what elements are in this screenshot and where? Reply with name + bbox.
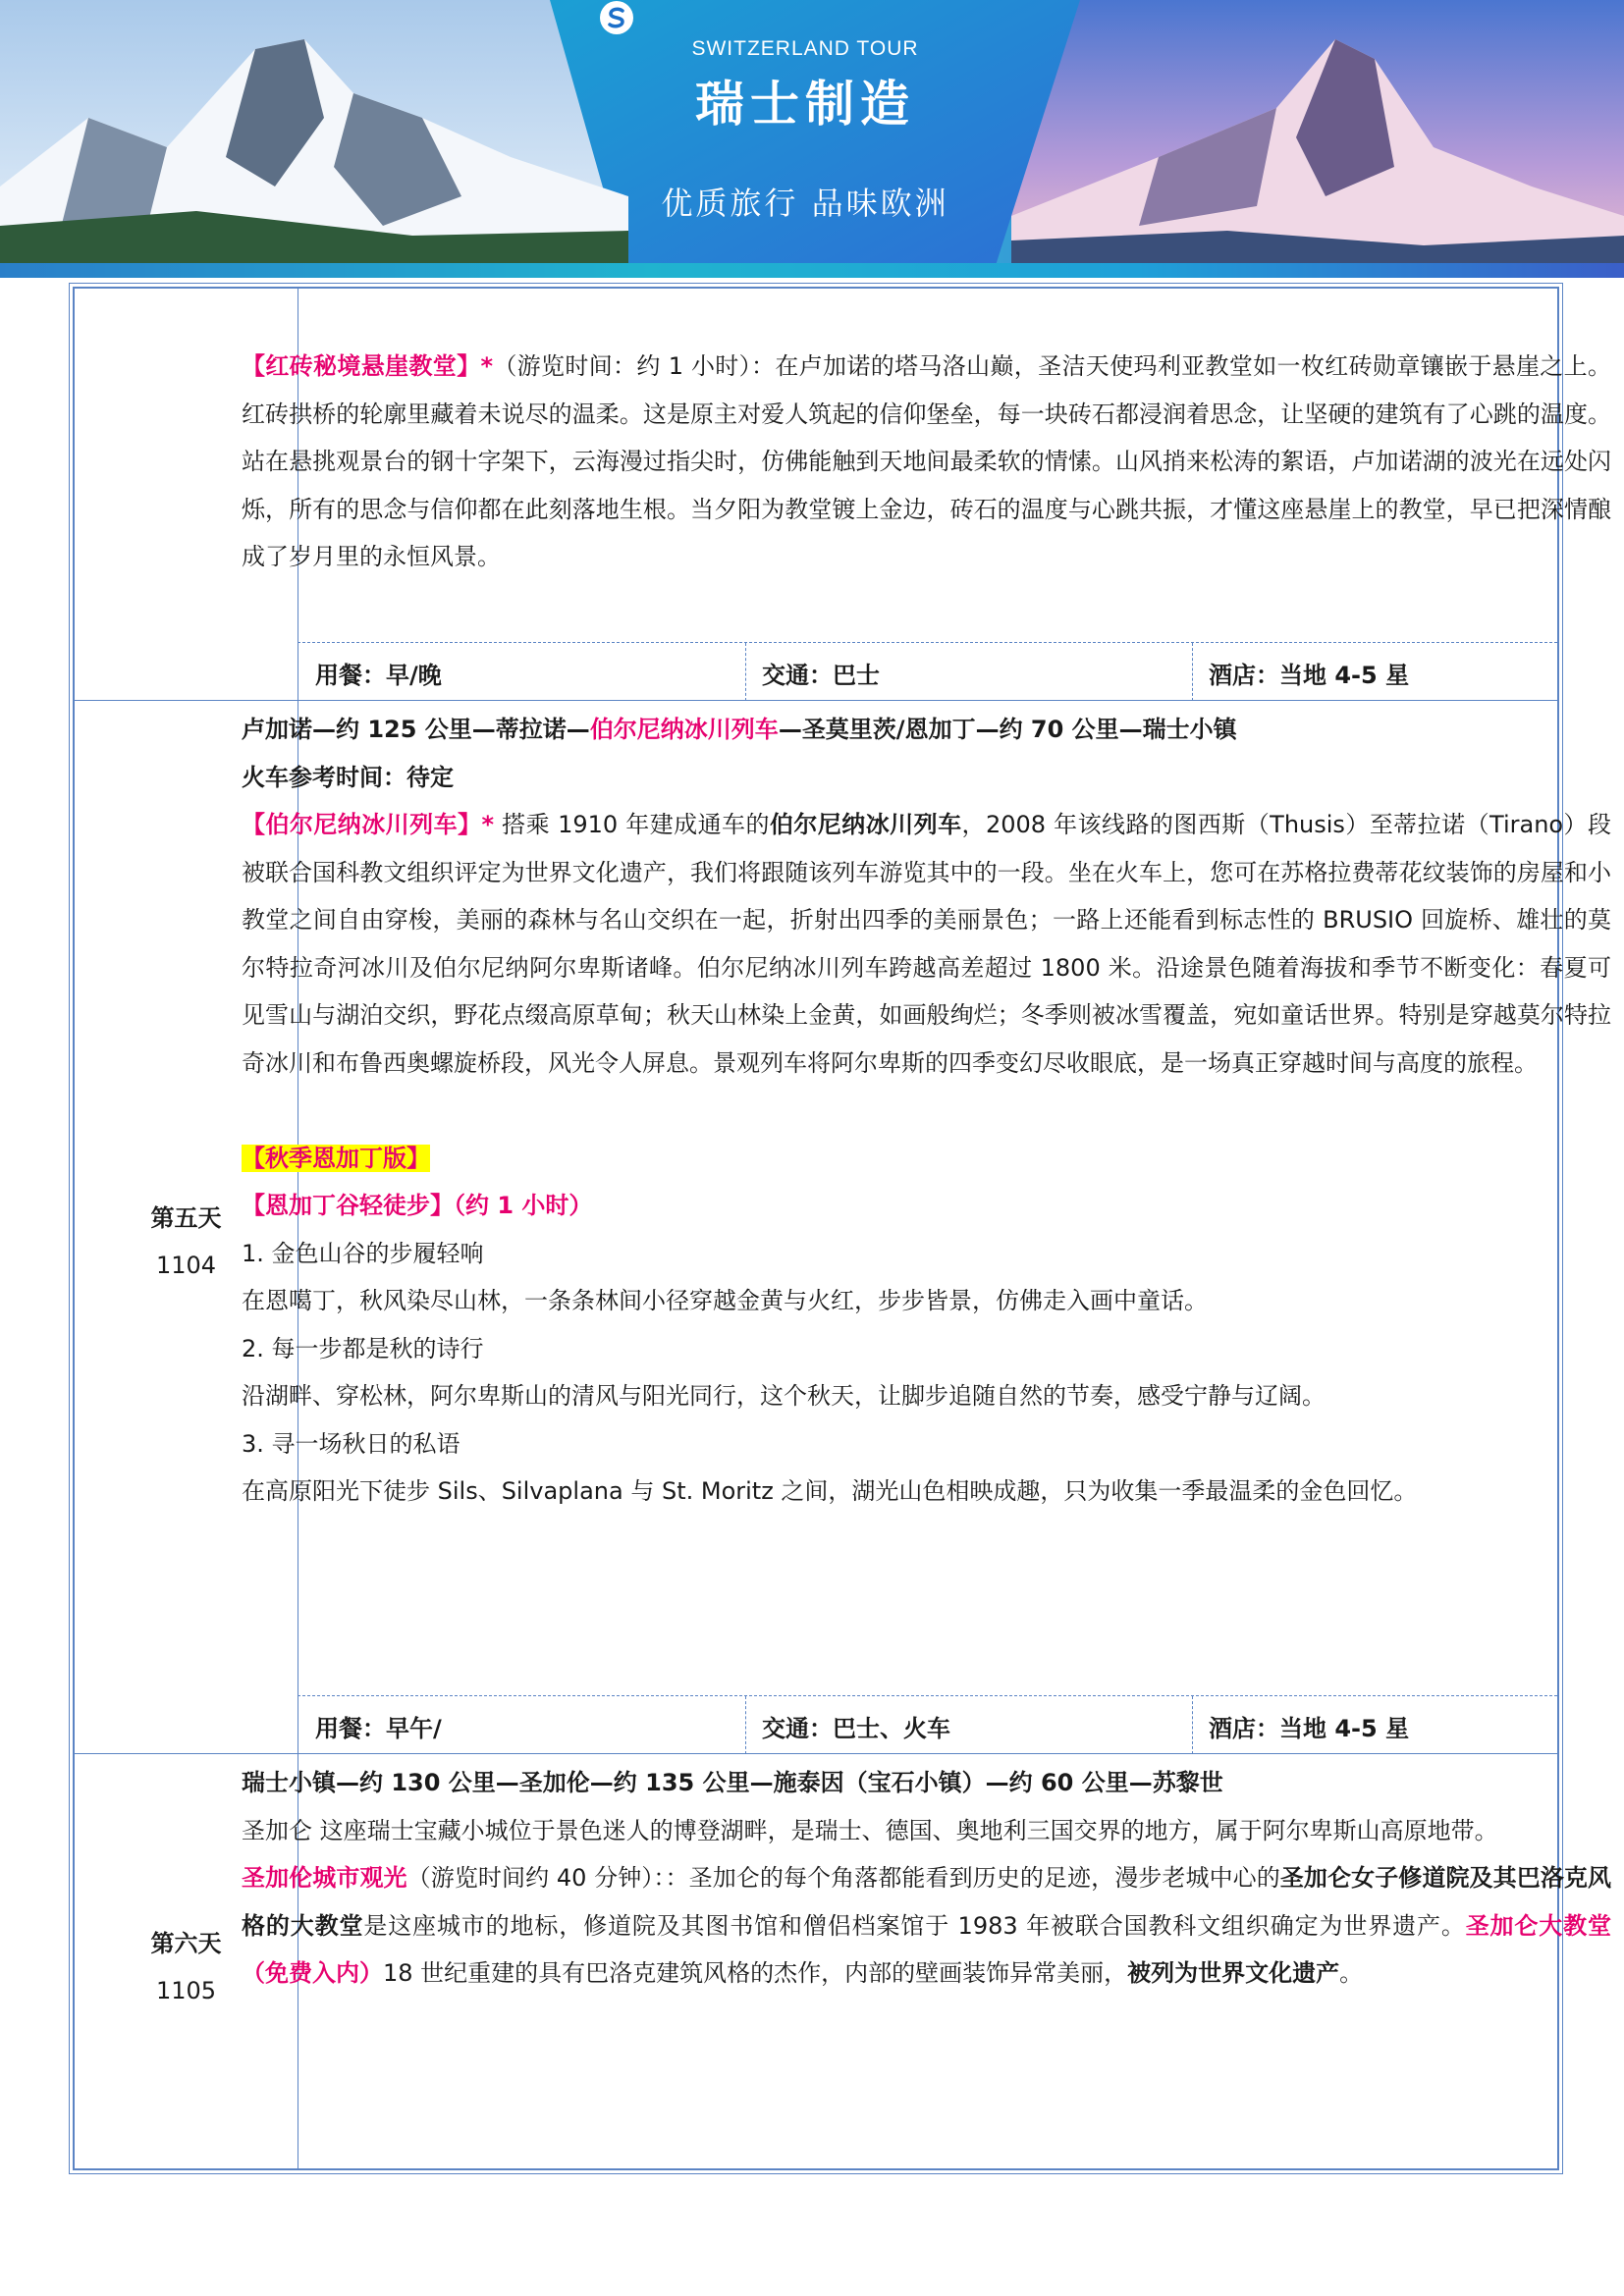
cell-divider [745, 643, 746, 701]
cell-divider [745, 1696, 746, 1754]
banner-text-group [599, 0, 1011, 278]
season-badge: 【秋季恩加丁版】 [242, 1144, 430, 1172]
day-code: 1105 [155, 1977, 217, 2004]
itinerary-table [73, 287, 1612, 2170]
banner-title: 瑞士制造 [695, 76, 915, 133]
recommend-star: * [480, 352, 493, 380]
hotel-info: 酒店：当地 4-5 星 [1209, 1715, 1410, 1742]
route-line: 卢加诺—约 125 公里—蒂拉诺—伯尔尼纳冰川列车—圣莫里茨/恩加丁—约 70 公里—瑞士小镇 [242, 716, 1237, 743]
attraction-description [242, 343, 1611, 581]
hike-item-text: 沿湖畔、穿松林，阿尔卑斯山的清风与阳光同行，这个秋天，让脚步追随自然的节奏，感受宁静与辽阔。 [242, 1382, 1326, 1410]
hike-title: 【恩加丁谷轻徒步】（约 1 小时） [242, 1192, 593, 1219]
day5-content [242, 706, 1611, 1516]
train-time: 火车参考时间：待定 [242, 763, 454, 791]
day-divider [75, 1753, 1557, 1754]
hike-item-heading: 3. 寻一场秋日的私语 [242, 1429, 460, 1458]
hike-item-text: 在高原阳光下徒步 Sils、Silvaplana 与 St. Moritz 之间，湖光山色相映成趣，只为收集一季最温柔的金色回忆。 [242, 1477, 1418, 1505]
day-name: 第五天 [150, 1204, 222, 1232]
banner-bottom-stripe [0, 263, 1624, 278]
brand-logo-icon [599, 0, 634, 35]
hike-item-heading: 1. 金色山谷的步履轻响 [242, 1239, 484, 1267]
banner-subtitle: SWITZERLAND TOUR [691, 37, 919, 60]
day6-content [242, 1759, 1611, 1998]
transport-info: 交通：巴士 [762, 662, 880, 689]
day-code: 1104 [155, 1252, 217, 1279]
hike-item-text: 在恩噶丁，秋风染尽山林，一条条林间小径穿越金黄与火红，步步皆景，仿佛走入画中童话。 [242, 1287, 1208, 1314]
cell-divider [1192, 643, 1193, 701]
route-line: 瑞士小镇—约 130 公里—圣加伦—约 135 公里—施泰因（宝石小镇）—约 60 公里—苏黎世 [242, 1769, 1223, 1796]
services-row [298, 643, 1557, 700]
cell-divider [1192, 1696, 1193, 1754]
day-divider [75, 700, 1557, 701]
day-name: 第六天 [150, 1930, 222, 1957]
attraction-title: 【红砖秘境悬崖教堂】 [242, 352, 481, 380]
banner-slogan: 优质旅行 品味欧洲 [661, 185, 949, 222]
header-banner [0, 0, 1624, 278]
meals-info: 用餐：早午/ [315, 1715, 442, 1742]
city-tour-description: 圣加伦城市观光（游览时间约 40 分钟）：：圣加仑的每个角落都能看到历史的足迹，漫步老城中心的圣加仑女子修道院及其巴洛克风格的大教堂是这座城市的地标，修道院及其图书馆和僧侣档案馆于 1983 年被联合国教科文组织确定为世界遗产。圣加仑大教堂（免费入内）18 世纪重建的具有巴洛克建筑风格的杰作，内部的壁画装饰异常美丽，被列为世界文化遗产。 [242, 1864, 1612, 1987]
services-row [298, 1696, 1557, 1753]
train-description: 【伯尔尼纳冰川列车】* 搭乘 1910 年建成通车的伯尔尼纳冰川列车，2008 年该线路的图西斯（Thusis）至蒂拉诺（Tirano）段被联合国科教文组织评定为世界文化遗产，我们将跟随该列车游览其中的一段。坐在火车上，您可在苏格拉费蒂花纹装饰的房屋和小教堂之间自由穿梭，美丽的森林与名山交织在一起，折射出四季的美丽景色；一路上还能看到标志性的 BRUSIO 回旋桥、雄壮的莫尔特拉奇河冰川及伯尔尼纳阿尔卑斯诸峰。伯尔尼纳冰川列车跨越高差超过 1800 米。沿途景色随着海拔和季节不断变化：春夏可见雪山与湖泊交织，野花点缀高原草甸；秋天山林染上金黄，如画般绚烂；冬季则被冰雪覆盖，宛如童话世界。特别是穿越莫尔特拉奇冰川和布鲁西奥螺旋桥段，风光令人屏息。景观列车将阿尔卑斯的四季变幻尽收眼底，是一场真正穿越时间与高度的旅程。 [242, 811, 1612, 1077]
transport-info: 交通：巴士、火车 [762, 1715, 950, 1742]
attraction-text: （游览时间：约 1 小时）：在卢加诺的塔马洛山巅，圣洁天使玛利亚教堂如一枚红砖勋章镶嵌于悬崖之上。红砖拱桥的轮廓里藏着未说尽的温柔。这是原主对爱人筑起的信仰堡垒，每一块砖石都浸润着思念，让坚硬的建筑有了心跳的温度。站在悬挑观景台的钢十字架下，云海漫过指尖时，仿佛能触到天地间最柔软的情愫。山风捎来松涛的絮语，卢加诺湖的波光在远处闪烁，所有的思念与信仰都在此刻落地生根。当夕阳为教堂镀上金边，砖石的温度与心跳共振，才懂这座悬崖上的教堂，早已把深情酿成了岁月里的永恒风景。 [242, 352, 1611, 570]
meals-info: 用餐：早/晚 [315, 662, 442, 689]
city-intro: 圣加仑 这座瑞士宝藏小城位于景色迷人的博登湖畔，是瑞士、德国、奥地利三国交界的地方，属于阿尔卑斯山高原地带。 [242, 1816, 1498, 1844]
hotel-info: 酒店：当地 4-5 星 [1209, 662, 1410, 689]
hike-item-heading: 2. 每一步都是秋的诗行 [242, 1334, 484, 1362]
